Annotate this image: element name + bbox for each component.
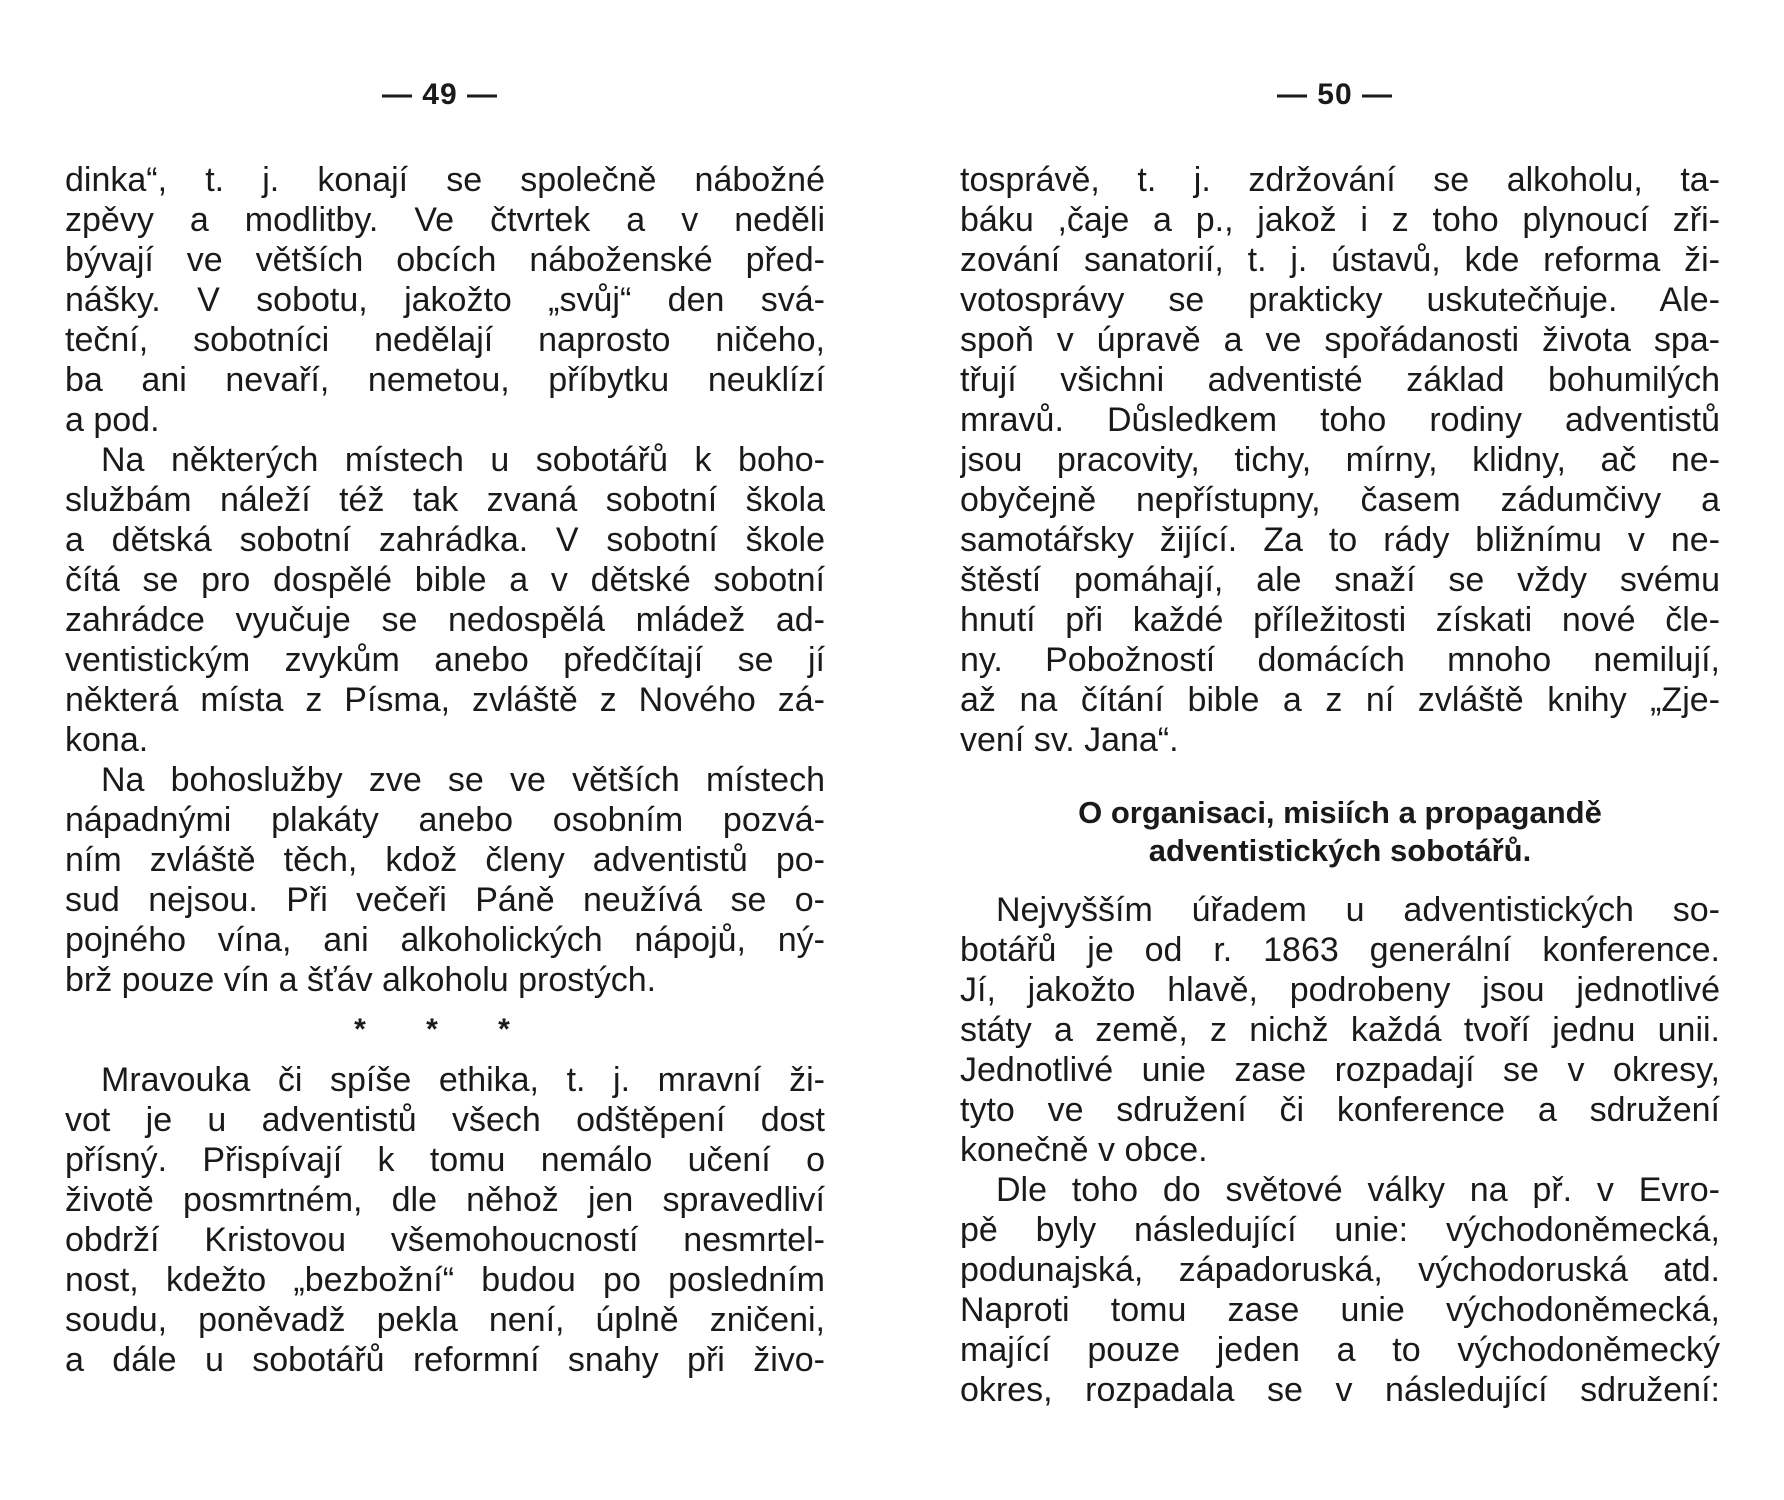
text-line: a pod. — [65, 401, 160, 439]
text-line: službám náleží též tak zvaná sobotní škola — [65, 481, 825, 519]
text-line: jsou pracovity, tichy, mírny, klidny, ač ne- — [960, 441, 1720, 479]
text-line: zpěvy a modlitby. Ve čtvrtek a v neděli — [65, 201, 825, 239]
text-line: Na bohoslužby zve se ve větších místech — [101, 761, 825, 799]
text-line: botářů je od r. 1863 generální konference. — [960, 931, 1720, 969]
text-line: přísný. Přispívají k tomu nemálo učení o — [65, 1141, 825, 1179]
text-line: konečně v obce. — [960, 1131, 1208, 1169]
text-line: a dále u sobotářů reformní snahy při živo- — [65, 1341, 825, 1379]
text-line: teční, sobotníci nedělají naprosto ničeho, — [65, 321, 825, 359]
text-line: votosprávy se prakticky uskutečňuje. Ale- — [960, 281, 1720, 319]
right-page-text — [960, 160, 1720, 1410]
text-line: podunajská, západoruská, východoruská atd. — [960, 1251, 1720, 1289]
section-separator: * * * — [354, 1013, 536, 1046]
paragraph — [65, 1060, 825, 1380]
left-page — [65, 0, 825, 1500]
text-line: životě posmrtném, dle něhož jen spravedliví — [65, 1181, 825, 1219]
text-line: tyto ve sdružení či konference a sdružení — [960, 1091, 1720, 1129]
section-heading — [960, 794, 1720, 870]
text-line: Jí, jakožto hlavě, podrobeny jsou jednotlivé — [960, 971, 1720, 1009]
text-line: spoň v úpravě a ve spořádanosti života spa- — [960, 321, 1720, 359]
text-line: dinka“, t. j. konají se společně nábožné — [65, 161, 825, 199]
text-line: pojného vína, ani alkoholických nápojů, ný- — [65, 921, 825, 959]
text-line: čítá se pro dospělé bible a v dětské sobotní — [65, 561, 825, 599]
text-line: okres, rozpadala se v následující sdružení: — [960, 1371, 1720, 1409]
text-line: zování sanatorií, t. j. ústavů, kde reforma ži- — [960, 241, 1720, 279]
text-line: Mravouka či spíše ethika, t. j. mravní ži- — [101, 1061, 825, 1099]
paragraph — [960, 160, 1720, 760]
paragraph — [65, 160, 825, 440]
text-line: pě byly následující unie: východoněmecká, — [960, 1211, 1720, 1249]
text-line: obdrží Kristovou všemohoucností nesmrtel- — [65, 1221, 825, 1259]
text-line: samotářsky žijící. Za to rády bližnímu v ne- — [960, 521, 1720, 559]
text-line: hnutí při každé příležitosti získati nové čle- — [960, 601, 1720, 639]
text-line: nost, kdežto „bezbožní“ budou po posledním — [65, 1261, 825, 1299]
paragraph — [65, 440, 825, 760]
text-line: soudu, poněvadž pekla není, úplně zničeni, — [65, 1301, 825, 1339]
text-line: bývají ve větších obcích náboženské před- — [65, 241, 825, 279]
text-line: štěstí pomáhají, ale snaží se vždy svému — [960, 561, 1720, 599]
text-line: vení sv. Jana“. — [960, 721, 1179, 759]
left-page-text — [65, 160, 825, 1380]
text-line: tosprávě, t. j. zdržování se alkoholu, ta- — [960, 161, 1720, 199]
text-line: ba ani nevaří, nemetou, příbytku neuklízí — [65, 361, 825, 399]
text-line: sud nejsou. Při večeři Páně neužívá se o- — [65, 881, 825, 919]
text-line: nápadnými plakáty anebo osobním pozvá- — [65, 801, 825, 839]
text-line: Nejvyšším úřadem u adventistických so- — [996, 891, 1720, 929]
text-line: a dětská sobotní zahrádka. V sobotní škole — [65, 521, 825, 559]
text-line: některá místa z Písma, zvláště z Nového zá- — [65, 681, 825, 719]
text-line: státy a země, z nichž každá tvoří jednu unii. — [960, 1011, 1720, 1049]
text-line: vot je u adventistů všech odštěpení dost — [65, 1101, 825, 1139]
text-line: Naproti tomu zase unie východoněmecká, — [960, 1291, 1720, 1329]
paragraph — [960, 890, 1720, 1170]
text-line: ventistickým zvykům anebo předčítají se jí — [65, 641, 825, 679]
text-line: Na některých místech u sobotářů k boho- — [101, 441, 825, 479]
text-line: obyčejně nepřístupny, časem zádumčivy a — [960, 481, 1720, 519]
heading-line: adventistických sobotářů. — [1148, 833, 1532, 868]
page-number: — 49 — — [381, 78, 499, 111]
text-line: zahrádce vyučuje se nedospělá mládež ad- — [65, 601, 825, 639]
text-line: Dle toho do světové války na př. v Evro- — [996, 1171, 1720, 1209]
text-line: nášky. V sobotu, jakožto „svůj“ den svá- — [65, 281, 825, 319]
right-page — [960, 0, 1720, 1500]
text-line: kona. — [65, 721, 149, 759]
text-line: báku ,čaje a p., jakož i z toho plynoucí zři- — [960, 201, 1720, 239]
paragraph — [960, 1170, 1720, 1410]
text-line: mající pouze jeden a to východoněmecký — [960, 1331, 1720, 1369]
text-line: Jednotlivé unie zase rozpadají se v okresy, — [960, 1051, 1720, 1089]
text-line: až na čítání bible a z ní zvláště knihy „Zje- — [960, 681, 1720, 719]
page-number: — 50 — — [1276, 78, 1394, 111]
text-line: ním zvláště těch, kdož členy adventistů po- — [65, 841, 825, 879]
heading-line: O organisaci, misiích a propagandě — [1078, 795, 1602, 830]
paragraph — [65, 760, 825, 1000]
text-line: ny. Pobožností domácích mnoho nemilují, — [960, 641, 1720, 679]
text-line: brž pouze vín a šťáv alkoholu prostých. — [65, 961, 657, 999]
text-line: mravů. Důsledkem toho rodiny adventistů — [960, 401, 1720, 439]
text-line: třují všichni adventisté základ bohumilých — [960, 361, 1720, 399]
